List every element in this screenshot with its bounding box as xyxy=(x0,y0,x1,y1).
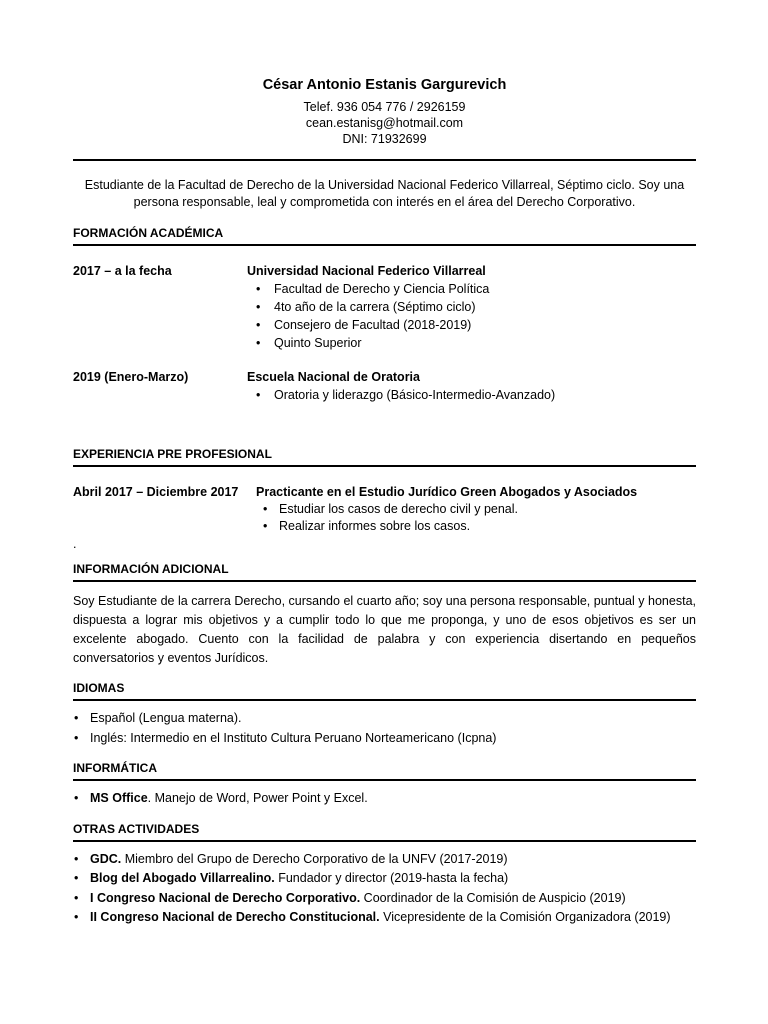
experience-entry xyxy=(73,483,696,535)
list-item xyxy=(73,789,696,809)
header-divider xyxy=(73,159,696,161)
education-entry xyxy=(73,368,696,404)
section-title-idiomas: IDIOMAS xyxy=(73,681,125,695)
section-divider xyxy=(73,840,696,842)
item-rest: Fundador y director (2019-hasta la fecha) xyxy=(274,871,509,885)
list-item: • Quinto Superior xyxy=(247,334,696,352)
item-bold: Blog del Abogado Villarrealino. xyxy=(90,871,275,885)
section-title-formacion: FORMACIÓN ACADÉMICA xyxy=(73,226,224,240)
list-item xyxy=(73,850,696,870)
list-item: • Español (Lengua materna). xyxy=(73,709,696,729)
list-item xyxy=(73,908,696,928)
entry-org: Escuela Nacional de Oratoria xyxy=(247,370,420,384)
item-bold: II Congreso Nacional de Derecho Constitucional. xyxy=(90,910,380,924)
list-item: • Consejero de Facultad (2018-2019) xyxy=(247,316,696,334)
candidate-name: César Antonio Estanis Gargurevich xyxy=(262,77,507,93)
item-rest: Miembro del Grupo de Derecho Corporativo de la UNFV (2017-2019) xyxy=(121,851,508,866)
section-divider xyxy=(73,779,696,781)
item-bold: GDC. xyxy=(90,851,122,866)
dni-text: DNI: 71932699 xyxy=(342,132,427,146)
list-item: • 4to año de la carrera (Séptimo ciclo) xyxy=(247,298,696,316)
entry-date: 2017 – a la fecha xyxy=(73,264,172,278)
item-bold: MS Office xyxy=(90,791,148,805)
computing-list xyxy=(73,789,696,809)
section-divider xyxy=(73,580,696,582)
education-entry xyxy=(73,262,696,352)
activities-list xyxy=(73,850,696,928)
profile-summary: Estudiante de la Facultad de Derecho de la Universidad Nacional Federico Villarreal, Séptimo ciclo. Soy una persona responsable, leal y comprometida con interés en el área del Derecho Corporativo. xyxy=(84,178,685,209)
entry-content xyxy=(256,483,696,535)
entry-org: Universidad Nacional Federico Villarreal xyxy=(247,264,486,278)
entry-date: 2019 (Enero-Marzo) xyxy=(73,370,189,384)
section-title-adicional: INFORMACIÓN ADICIONAL xyxy=(73,562,229,576)
list-item: • Estudiar los casos de derecho civil y penal. xyxy=(256,501,696,518)
list-item: • Oratoria y liderazgo (Básico-Intermedio-Avanzado) xyxy=(247,386,696,404)
additional-info-text: Soy Estudiante de la carrera Derecho, cursando el cuarto año; soy una persona responsable, puntual y honesta, dispuesta a lograr mis objetivos y a cumplir todo lo que me proponga, y uno de esos objetivos es ser un excelente abogado. Cuento con la facilidad de palabra y con experiencia disertando en pequeños conversatorios y eventos Jurídicos. xyxy=(73,594,696,665)
item-rest: Coordinador de la Comisión de Auspicio (2019) xyxy=(360,890,626,905)
cv-document xyxy=(73,76,696,928)
entry-bullet-list xyxy=(247,386,696,404)
section-divider xyxy=(73,465,696,467)
entry-org: Practicante en el Estudio Jurídico Green Abogados y Asociados xyxy=(256,485,638,499)
item-rest: Vicepresidente de la Comisión Organizadora (2019) xyxy=(379,910,671,924)
entry-bullet-list xyxy=(256,501,696,535)
list-item xyxy=(73,869,696,889)
entry-content xyxy=(247,368,696,404)
section-divider xyxy=(73,244,696,246)
entry-date: Abril 2017 – Diciembre 2017 xyxy=(73,485,239,499)
phone-text: Telef. 936 054 776 / 2926159 xyxy=(303,100,466,114)
languages-list xyxy=(73,709,696,748)
entry-bullet-list xyxy=(247,280,696,352)
list-item: • Facultad de Derecho y Ciencia Política xyxy=(247,280,696,298)
entry-content xyxy=(247,262,696,352)
list-item: • Inglés: Intermedio en el Instituto Cultura Peruano Norteamericano (Icpna) xyxy=(73,729,696,749)
section-title-experiencia: EXPERIENCIA PRE PROFESIONAL xyxy=(73,447,272,461)
cv-header xyxy=(73,76,696,147)
section-title-informatica: INFORMÁTICA xyxy=(73,761,157,775)
stray-dot: . xyxy=(73,537,77,551)
item-bold: I Congreso Nacional de Derecho Corporativo. xyxy=(90,890,361,905)
email-text: cean.estanisg@hotmail.com xyxy=(305,116,464,130)
list-item: • Realizar informes sobre los casos. xyxy=(256,518,696,535)
section-divider xyxy=(73,699,696,701)
section-title-otras: OTRAS ACTIVIDADES xyxy=(73,821,200,836)
item-rest: . Manejo de Word, Power Point y Excel. xyxy=(147,791,368,805)
list-item xyxy=(73,889,696,909)
